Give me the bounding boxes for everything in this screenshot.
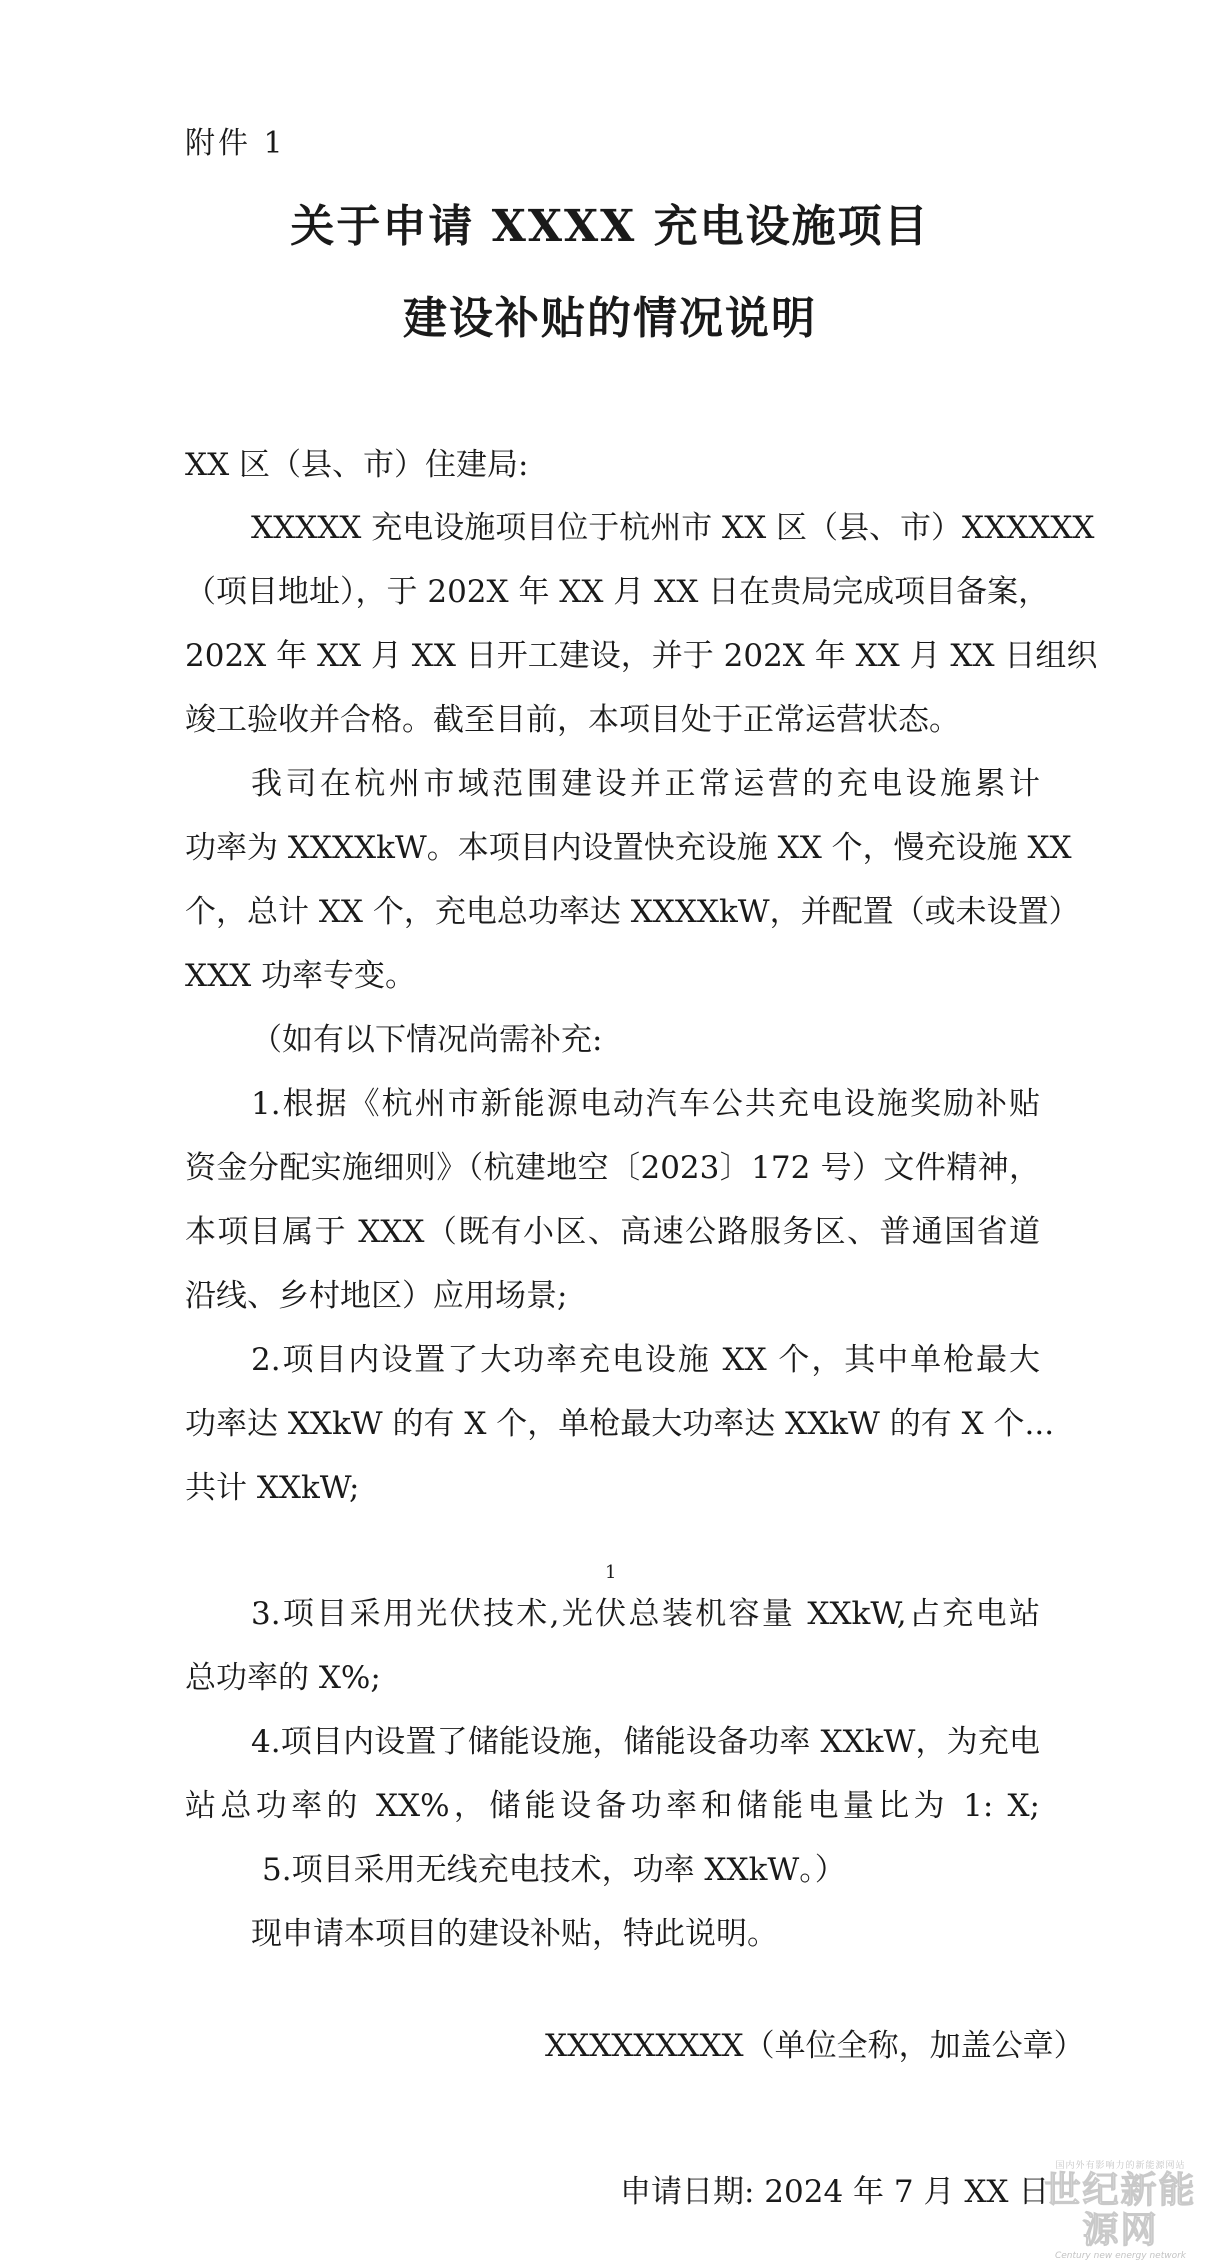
attachment-label: 附件 1 <box>185 126 286 161</box>
body-line: 功率为 XXXXkW。本项目内设置快充设施 XX 个，慢充设施 XX <box>185 830 1072 866</box>
watermark-english: Century new energy network <box>1054 2251 1187 2261</box>
body-line: 个，总计 XX 个，充电总功率达 XXXXkW，并配置（或未设置） <box>185 894 1080 930</box>
list-item: 沿线、乡村地区）应用场景; <box>185 1278 568 1314</box>
body-line: XXXXX 充电设施项目位于杭州市 XX 区（县、市）XXXXXX <box>251 510 1095 546</box>
list-item: 本项目属于 XXX（既有小区、高速公路服务区、普通国省道 <box>185 1214 1040 1250</box>
watermark-logo <box>1033 2158 1208 2261</box>
watermark-tagline: 国内外有影响力的新能源网站 <box>1055 2161 1186 2171</box>
body-line: XXX 功率专变。 <box>185 958 417 994</box>
list-item: 共计 XXkW; <box>185 1470 360 1506</box>
watermark-name: 世纪新能源网 <box>1044 2170 1197 2251</box>
application-date: 申请日期: 2024 年 7 月 XX 日 <box>620 2174 1050 2210</box>
closing-line: 现申请本项目的建设补贴，特此说明。 <box>251 1916 778 1952</box>
list-item: 功率达 XXkW 的有 X 个，单枪最大功率达 XXkW 的有 X 个... <box>185 1406 1055 1442</box>
document-title-line-1: 关于申请 XXXX 充电设施项目 <box>290 201 930 252</box>
list-item: 4.项目内设置了储能设施，储能设备功率 XXkW，为充电 <box>251 1724 1040 1760</box>
list-item: 资金分配实施细则》（杭建地空〔2023〕172 号）文件精神， <box>185 1150 1040 1186</box>
addressee: XX 区（县、市）住建局: <box>185 447 529 483</box>
page-number: 1 <box>605 1562 617 1583</box>
list-item: 总功率的 X%; <box>185 1660 381 1696</box>
body-line: （项目地址），于 202X 年 XX 月 XX 日在贵局完成项目备案， <box>185 574 1050 610</box>
body-line: 202X 年 XX 月 XX 日开工建设，并于 202X 年 XX 月 XX 日组织 <box>185 638 1098 674</box>
list-item: 站总功率的 XX%，储能设备功率和储能电量比为 1: X; <box>185 1788 1040 1824</box>
document-title-line-2: 建设补贴的情况说明 <box>403 293 817 344</box>
body-line: 我司在杭州市域范围建设并正常运营的充电设施累计 <box>251 766 1040 802</box>
list-item: 3.项目采用光伏技术,光伏总装机容量 XXkW,占充电站 <box>251 1596 1040 1632</box>
list-item: 5.项目采用无线充电技术，功率 XXkW。） <box>262 1852 846 1888</box>
body-line: 竣工验收并合格。截至目前，本项目处于正常运营状态。 <box>185 702 960 738</box>
list-item: 2.项目内设置了大功率充电设施 XX 个，其中单枪最大 <box>251 1342 1040 1378</box>
body-line: （如有以下情况尚需补充: <box>251 1022 603 1058</box>
signature: XXXXXXXXX（单位全称，加盖公章） <box>545 2028 1085 2064</box>
list-item: 1.根据《杭州市新能源电动汽车公共充电设施奖励补贴 <box>251 1086 1040 1122</box>
